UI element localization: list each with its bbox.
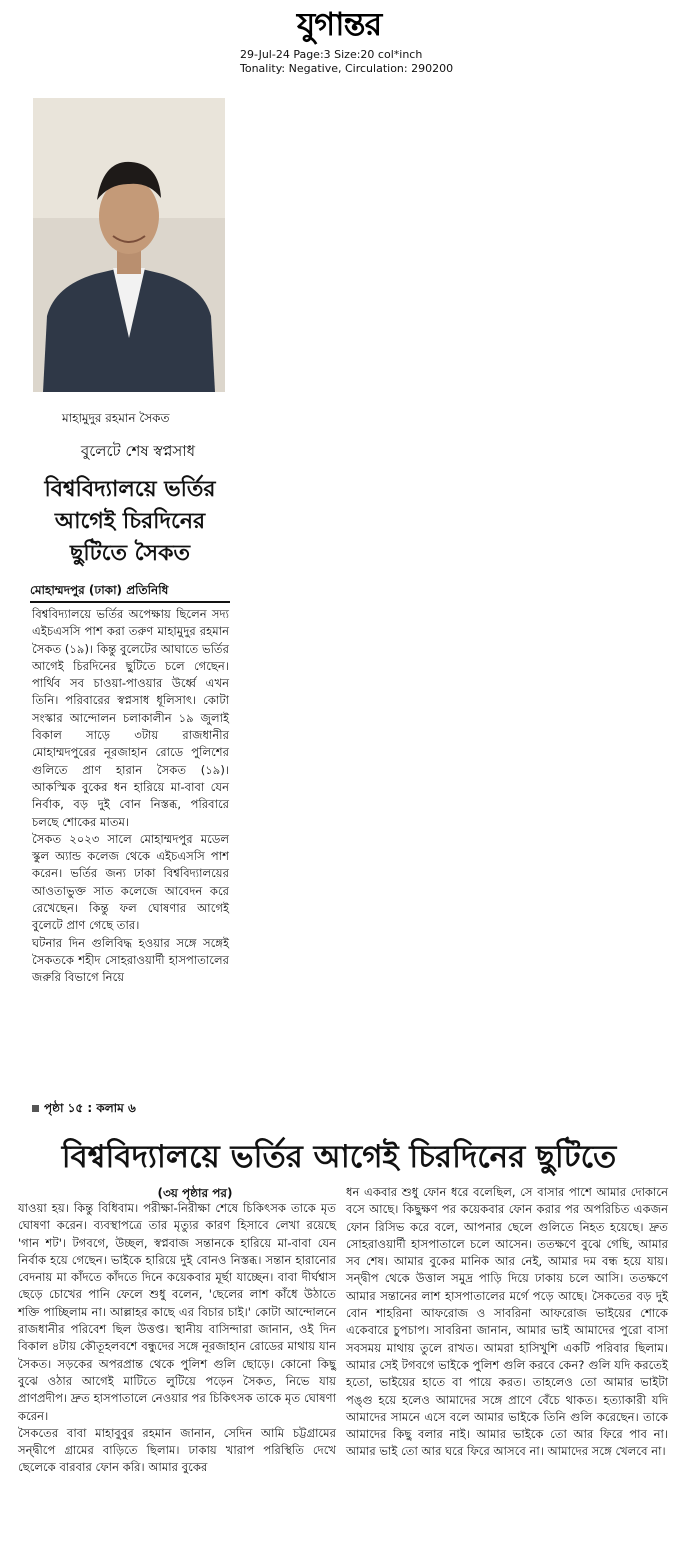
newspaper-logo: যুগান্তর [296,5,382,43]
jump-label: পৃষ্ঠা ১৫ : কলাম ৬ [44,1101,136,1115]
continuation-headline: বিশ্ববিদ্যালয়ে ভর্তির আগেই চিরদিনের ছুটিতে [61,1139,617,1175]
clipping-meta-date-page: 29-Jul-24 Page:3 Size:20 col*inch [240,48,423,61]
body-paragraph: বিশ্ববিদ্যালয়ে ভর্তির অপেক্ষায় ছিলেন সদ্য এইচএসসি পাশ করা তরুণ মাহামুদুর রহমান সৈকত (১৯)। কিন্তু বুলেটের আঘাতে ভর্তির আগেই চিরদিনের ছুটিতে চলে গেছেন। পার্থিব সব চাওয়া-পাওয়ার উর্ধ্বে এখন তিনি। পরিবারের স্বপ্নসাধ ধূলিসাৎ। কোটা সংস্কার আন্দোলন চলাকালীন ১৯ জুলাই বিকাল সাড়ে ৩টায় রাজধানীর মোহাম্মদপুরের নূরজাহান রোডে পুলিশের গুলিতে প্রাণ হারান সৈকত (১৯)। আকস্মিক বুকের ধন হারিয়ে মা-বাবা যেন নির্বাক, বড় দুই বোন নিস্তব্ধ, পরিবারে চলছে শোকের মাতম। [32,607,229,829]
photo-caption: মাহামুদুর রহমান সৈকত [62,411,170,425]
jump-line [32,1100,136,1120]
article-kicker: বুলেটে শেষ স্বপ্নসাধ [80,442,196,460]
body-paragraph: ঘটনার দিন গুলিবিদ্ধ হওয়ার সঙ্গে সঙ্গেই সৈকতকে শহীদ সোহরাওয়ার্দী হাসপাতালের জরুরি বিভাগে নিয়ে [32,935,229,985]
continued-from-label: (৩য় পৃষ্ঠার পর) [157,1186,233,1200]
portrait-photo [33,98,225,392]
article-headline: বিশ্ববিদ্যালয়ে ভর্তির আগেই চিরদিনের ছুটিতে সৈকত [44,477,216,566]
body-paragraph: সৈকত ২০২৩ সালে মোহাম্মদপুর মডেল স্কুল অ্যান্ড কলেজ থেকে এইচএসসি পাশ করেন। ভর্তির জন্য ঢাকা বিশ্ববিদ্যালয়ের আওতাভুক্ত সাত কলেজে আবেদন করে রেখেছেন। কিন্তু ফল ঘোষণার আগেই বুলেটে প্রাণ গেছে তার। [32,831,229,933]
clipping-meta-tonality: Tonality: Negative, Circulation: 290200 [240,62,454,75]
square-bullet-icon [32,1105,39,1112]
byline-divider [30,601,230,603]
body-paragraph: ধন একবার শুধু ফোন ধরে বলেছিল, সে বাসার পাশে আমার দোকানে বসে আছে। কিছুক্ষণ পর কয়েকবার ফোন করার পর অপরিচিত একজন ফোন রিসিভ করে বলে, আপনার ছেলে গুলিতে নিহত হয়েছে। দ্রুত সোহরাওয়ার্দী হাসপাতালে চলে আসেন। ততক্ষণে বুঝে গেছি, আমার সব শেষ। আমার বুকের মানিক আর নেই, আমার দম বন্ধ হয়ে যায়। সন্দ্বীপ থেকে উত্তাল সমুদ্র পাড়ি দিয়ে ঢাকায় চলে আসি। ততক্ষণে আমার সন্তানের লাশ হাসপাতালের মর্গে পড়ে আছে। সৈকতের বড় দুই বোন শাহরিনা আফরোজ ও সাবরিনা আফরোজ ভাইয়ের শোকে একেবারে চুপচাপ। সাবরিনা জানান, আমার ভাই আমাদের পুরো বাসা সবসময় মাথায় তুলে রাখত। আমরা হাসিখুশি একটি পরিবার ছিলাম। আমার সেই টগবগে ভাইকে পুলিশ গুলি করবে কেন? গুলি যদি করতেই হতো, ভাইয়ের হাতে বা পায়ে করত। তাহলেও তো আমার ভাইটা পঙ্গু হয়ে হলেও আমাদের সঙ্গে প্রাণে বেঁচে থাকত। হত্যাকারী যদি আমাদের সামনে এসে বলে আমার ভাইকে তিনি গুলি করেছেন। তাকে আমাদের কিছু বলার নাই। আমার ভাইকে তো আর ফিরে পাব না। আমার ভাই তো আর ঘরে ফিরে আসবে না। আমাদের সঙ্গে খেলবে না। [346,1185,668,1459]
article-body-column [32,606,229,987]
body-paragraph: সৈকতের বাবা মাহাবুবুর রহমান জানান, সেদিন আমি চট্টগ্রামের সন্দ্বীপে গ্রামের বাড়িতে ছিলাম। ঢাকায় খারাপ পরিস্থিতি দেখে ছেলেকে বারবার ফোন করি। আমার বুকের [18,1425,336,1475]
continuation-column-2 [346,1184,668,1461]
body-paragraph: যাওয়া হয়। কিন্তু বিধিবাম। পরীক্ষা-নিরীক্ষা শেষে চিকিৎসক তাকে মৃত ঘোষণা করেন। ব্যবস্থাপত্রে তার মৃত্যুর কারণ হিসাবে লেখা রয়েছে 'গান শট'। টগবগে, উচ্ছল, স্বপ্নবাজ সন্তানকে হারিয়ে মা-বাবা যেন নির্বাক হয়ে গেছেন। ভাইকে হারিয়ে দুই বোনও নিস্তব্ধ। সন্তান হারানোর বেদনায় মা কাঁদতে কাঁদতে দিনে কয়েকবার মূর্ছা যাচ্ছেন। বাবা দীর্ঘশ্বাস ছেড়ে চোখের পানি ফেলে শুধু বলেন, 'ছেলের লাশ কাঁধে উঠাতে শক্তি পাচ্ছিলাম না। আল্লাহর কাছে এর বিচার চাই।' কোটা আন্দোলনে রাজধানীর পরিবেশ ছিল উত্তপ্ত। স্থানীয় বাসিন্দারা জানান, ওই দিন বিকাল ৪টায় কৌতূহলবশে বন্ধুদের সঙ্গে নূরজাহান রোডের মাথায় যান সৈকত। সড়কের অপরপ্রান্ত থেকে পুলিশ গুলি ছোড়ে। কোনো কিছু বুঝে ওঠার আগেই মাটিতে লুটিয়ে পড়েন সৈকত, নিভে যায় প্রাণপ্রদীপ। দ্রুত হাসপাতালে নেওয়ার পর চিকিৎসক তাকে মৃত ঘোষণা করেন। [18,1201,336,1423]
article-byline: মোহাম্মদপুর (ঢাকা) প্রতিনিধি [30,583,169,597]
continuation-column-1 [18,1200,336,1477]
